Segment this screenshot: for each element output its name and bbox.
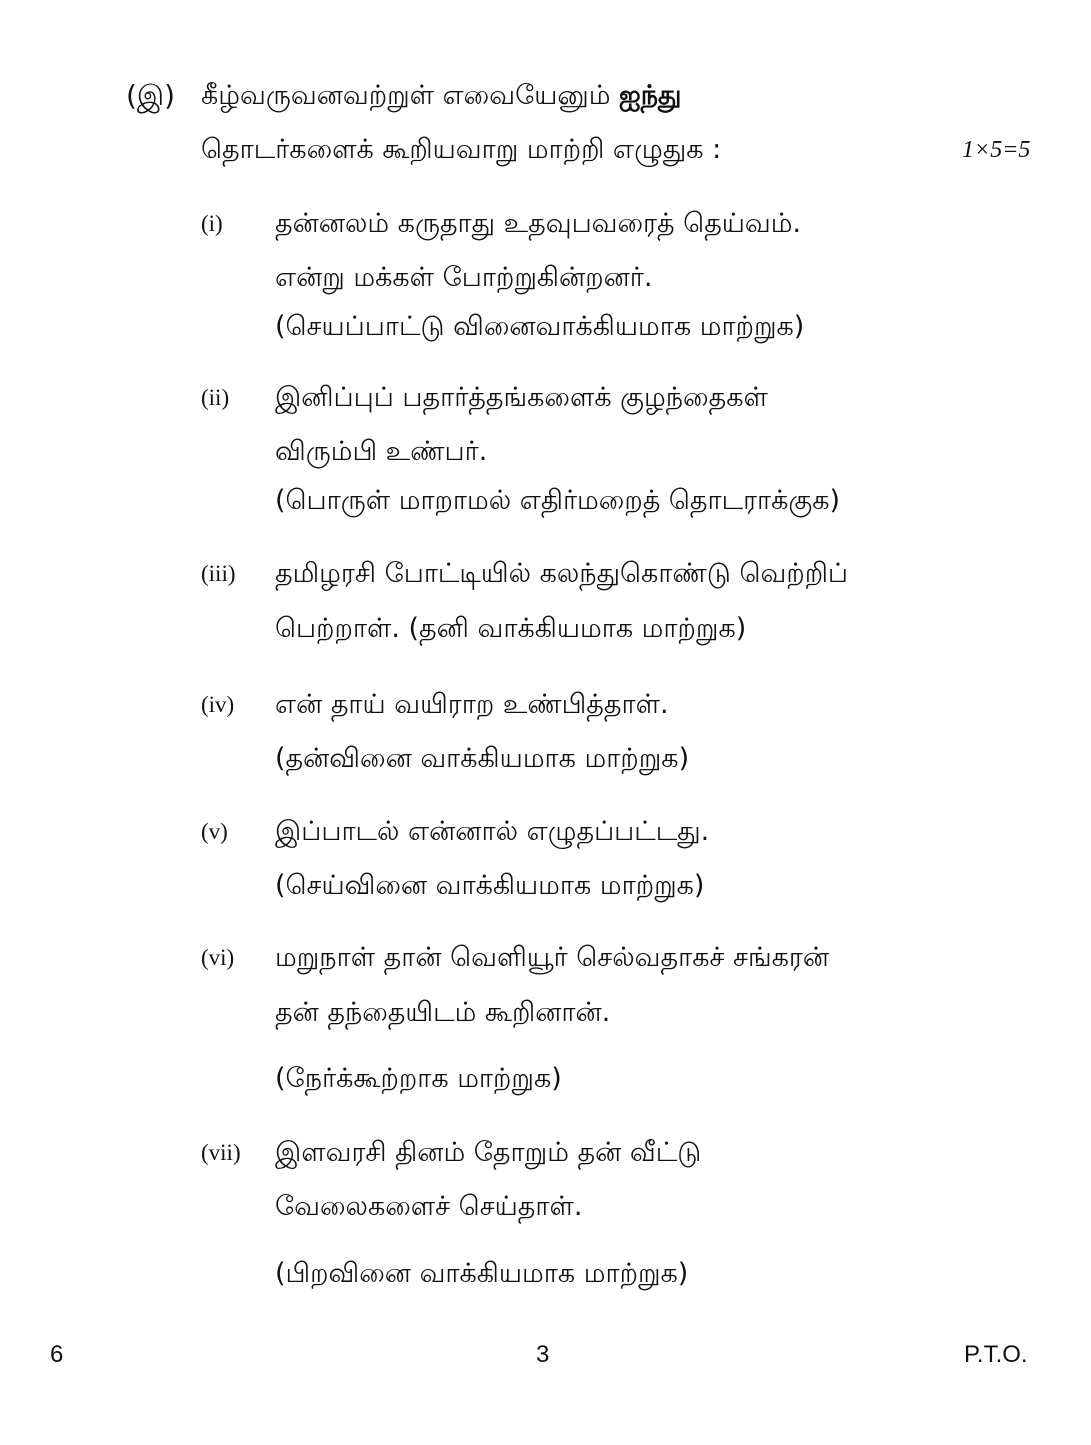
item-line: பெற்றாள். (தனி வாக்கியமாக மாற்றுக) bbox=[275, 613, 747, 644]
item-line: தமிழரசி போட்டியில் கலந்துகொண்டு வெற்றிப் bbox=[275, 558, 849, 589]
item-line: இனிப்புப் பதார்த்தங்களைக் குழந்தைகள் bbox=[275, 382, 768, 413]
footer-code: 6 bbox=[50, 1341, 64, 1368]
item-number: (ii) bbox=[201, 385, 230, 410]
item-line: என்று மக்கள் போற்றுகின்றனர். bbox=[275, 262, 653, 293]
item-line: தன் தந்தையிடம் கூறினான். bbox=[275, 997, 611, 1028]
item-number: (vi) bbox=[201, 945, 235, 970]
item-line: வேலைகளைச் செய்தாள். bbox=[275, 1191, 583, 1222]
item-number: (iv) bbox=[201, 692, 235, 717]
item-instruction: (நேர்க்கூற்றாக மாற்றுக) bbox=[275, 1063, 562, 1094]
marks-allocation: 1×5=5 bbox=[962, 137, 1031, 163]
question-instruction-line-1 bbox=[201, 79, 681, 113]
item-instruction: (தன்வினை வாக்கியமாக மாற்றுக) bbox=[275, 743, 690, 774]
footer-pto: P.T.O. bbox=[964, 1341, 1028, 1368]
item-number: (vii) bbox=[201, 1140, 241, 1165]
item-number: (iii) bbox=[201, 561, 236, 586]
item-line: இளவரசி தினம் தோறும் தன் வீட்டு bbox=[275, 1137, 702, 1168]
item-instruction: (பொருள் மாறாமல் எதிர்மறைத் தொடராக்குக) bbox=[275, 485, 841, 516]
item-instruction: (செய்வினை வாக்கியமாக மாற்றுக) bbox=[275, 870, 705, 901]
item-line: விரும்பி உண்பர். bbox=[275, 436, 488, 467]
item-number: (v) bbox=[201, 819, 228, 844]
item-line: தன்னலம் கருதாது உதவுபவரைத் தெய்வம். bbox=[275, 208, 802, 239]
item-instruction: (செயப்பாட்டு வினைவாக்கியமாக மாற்றுக) bbox=[275, 311, 805, 342]
item-line: மறுநாள் தான் வெளியூர் செல்வதாகச் சங்கரன் bbox=[275, 942, 830, 973]
instruction-emphasis: ஐந்து bbox=[619, 80, 682, 111]
item-line: என் தாய் வயிராற உண்பித்தாள். bbox=[275, 689, 669, 720]
item-number: (i) bbox=[201, 211, 223, 236]
question-instruction-line-2: தொடர்களைக் கூறியவாறு மாற்றி எழுதுக : bbox=[201, 134, 722, 165]
question-label: (இ) bbox=[126, 79, 176, 112]
instruction-text: கீழ்வருவனவற்றுள் எவையேனும் bbox=[201, 80, 620, 111]
item-line: இப்பாடல் என்னால் எழுதப்பட்டது. bbox=[275, 816, 710, 847]
page-number: 3 bbox=[536, 1341, 550, 1368]
item-instruction: (பிறவினை வாக்கியமாக மாற்றுக) bbox=[275, 1258, 689, 1289]
